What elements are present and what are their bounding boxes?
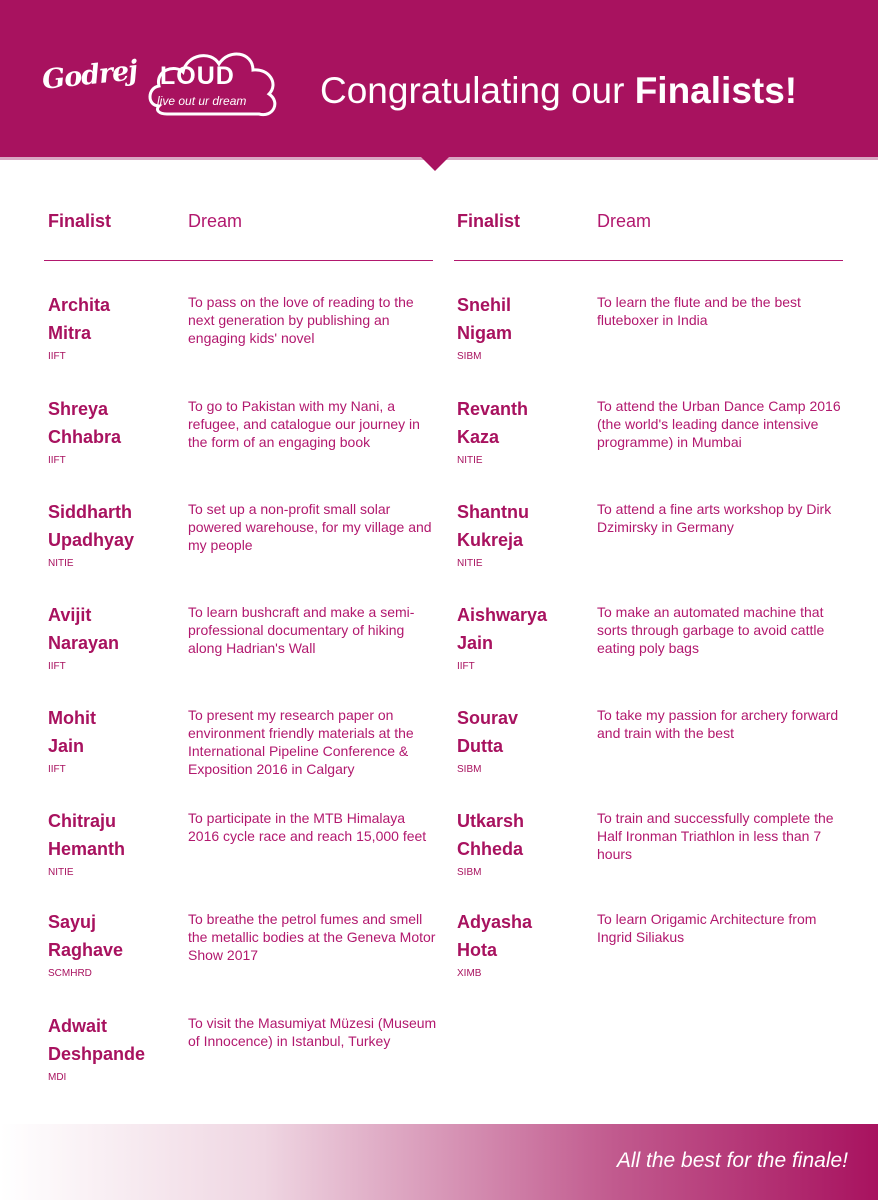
dream-description: To learn bushcraft and make a semi-professional documentary of hiking along Hadrian's Wall [188,604,415,656]
last-name: Raghave [48,940,124,960]
first-name: Snehil [457,295,512,315]
school: IIFT [48,455,66,466]
left-finalist-header: Finalist [48,211,112,231]
finalist-name [457,807,587,863]
header-notch [421,157,449,171]
finalist-name [457,291,587,347]
dream-description: To make an automated machine that sorts through garbage to avoid cattle eating poly bags [597,604,825,656]
right-dream-header: Dream [597,211,652,231]
right-finalist-header: Finalist [457,211,521,231]
school: NITIE [457,455,483,466]
last-name: Narayan [48,633,120,653]
last-name: Chhabra [48,427,122,447]
dream-description: To visit the Masumiyat Müzesi (Museum of Innocence) in Istanbul, Turkey [188,1015,437,1049]
finalist-name [457,395,587,451]
first-name: Adyasha [457,912,533,932]
school: XIMB [457,968,482,979]
first-name: Archita [48,295,111,315]
page-title [320,70,797,112]
school: NITIE [457,558,483,569]
last-name: Deshpande [48,1044,146,1064]
last-name: Nigam [457,323,513,343]
first-name: Sourav [457,708,519,728]
first-name: Aishwarya [457,605,548,625]
school: SIBM [457,351,482,362]
first-name: Avijit [48,605,92,625]
last-name: Kukreja [457,530,524,550]
first-name: Mohit [48,708,96,728]
left-header-rule [44,260,433,261]
footer-message: All the best for the finale! [616,1149,848,1172]
school: MDI [48,1072,67,1083]
last-name: Mitra [48,323,92,343]
dream-description: To breathe the petrol fumes and smell the metallic bodies at the Geneva Motor Show 2017 [188,911,436,963]
finalist-name [457,601,587,657]
page-title-regular: Congratulating our [320,70,635,111]
right-header-rule [454,260,843,261]
first-name: Shreya [48,399,109,419]
last-name: Upadhyay [48,530,135,550]
dream-description: To go to Pakistan with my Nani, a refugee, and catalogue our journey in the form of an engaging book [188,398,420,450]
dream-description: To present my research paper on environment friendly materials at the International Pipeline Conference & Exposition 2016 in Calgary [188,707,414,777]
finalist-name [457,498,587,554]
dream-description: To learn the flute and be the best fluteboxer in India [597,294,801,328]
dream-description: To set up a non-profit small solar powered warehouse, for my village and my people [188,501,432,553]
dream-description: To participate in the MTB Himalaya 2016 cycle race and reach 15,000 feet [188,810,427,844]
first-name: Revanth [457,399,529,419]
school: SIBM [457,764,482,775]
loud-logo-word: LOUD [160,62,235,90]
left-dream-header: Dream [188,211,243,231]
school: SCMHRD [48,968,92,979]
last-name: Dutta [457,736,503,756]
last-name: Chheda [457,839,524,859]
last-name: Jain [48,736,85,756]
finalist-name [48,601,178,657]
dream-description: To pass on the love of reading to the next generation by publishing an engaging kids' novel [188,294,414,346]
school: IIFT [48,661,66,672]
page-title-bold: Finalists! [634,70,798,111]
finalist-name [48,498,178,554]
finalist-name [48,908,178,964]
first-name: Shantnu [457,502,529,522]
school: IIFT [457,661,475,672]
first-name: Sayuj [48,912,97,932]
finalist-name [48,807,178,863]
finalist-name [457,908,587,964]
dream-description: To take my passion for archery forward and train with the best [597,707,839,741]
last-name: Hemanth [48,839,126,859]
first-name: Siddharth [48,502,132,522]
dream-description: To attend the Urban Dance Camp 2016 (the world's leading dance intensive programme) in Mumbai [597,398,841,450]
school: IIFT [48,351,66,362]
first-name: Chitraju [48,811,117,831]
dream-description: To learn Origamic Architecture from Ingrid Siliakus [597,911,817,945]
school: NITIE [48,558,74,569]
first-name: Utkarsh [457,811,525,831]
last-name: Kaza [457,427,500,447]
godrej-logo: Godrej [40,55,139,96]
finalist-name [48,704,178,760]
school: IIFT [48,764,66,775]
dream-description: To train and successfully complete the Half Ironman Triathlon in less than 7 hours [597,810,834,862]
dream-description: To attend a fine arts workshop by Dirk Dzimirsky in Germany [597,501,832,535]
school: NITIE [48,867,74,878]
school: SIBM [457,867,482,878]
finalist-name [48,395,178,451]
finalist-name [48,291,178,347]
finalist-name [457,704,587,760]
last-name: Jain [457,633,494,653]
first-name: Adwait [48,1016,108,1036]
last-name: Hota [457,940,497,960]
finalist-name [48,1012,178,1068]
logo-tagline: live out ur dream [157,94,247,108]
